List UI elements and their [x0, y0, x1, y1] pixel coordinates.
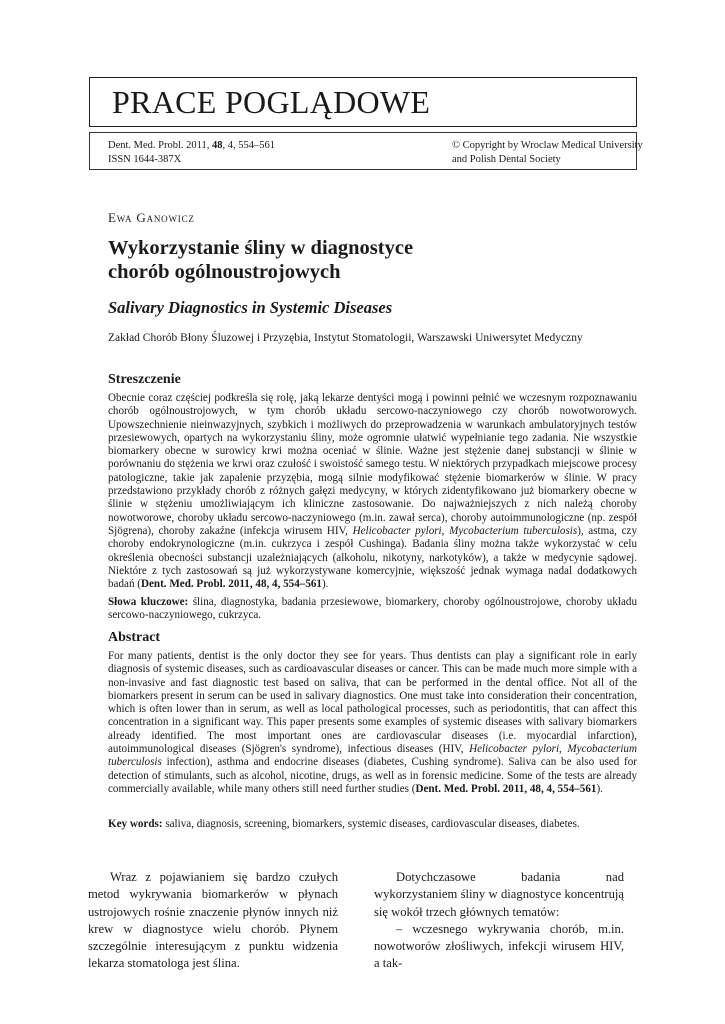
citation-box — [89, 132, 643, 170]
abstract-heading: Abstract — [108, 630, 161, 645]
abstract-italic-1: Helicobacter pylori — [469, 743, 560, 756]
affiliation: Zakład Chorób Błony Śluzowej i Przyzębia, Instytut Stomatologii, Warszawski Uniwersytet Medyczny — [108, 332, 583, 344]
body-paragraph: Wraz z pojawianiem się bardzo czułych metod wykrywania biomarkerów w płynach ustrojowych rośnie znaczenie płynów innych niż krew w diagnostyce wielu chorób. Płynem szczególnie interesującym z punktu widzenia lekarza stomatologa jest ślina. — [88, 870, 338, 971]
streszczenie-citation: Dent. Med. Probl. 2011, 48, 4, 554–561 — [140, 578, 322, 591]
streszczenie-part-3: ), astma, czy choroby endokrynologiczne (m.in. cukrzyca i zespół Cushinga). Badania śliny można także wykorzystać w celu określenia obecności substancji uzależniających (alkoholu, nikotyny, narkotyków), a także w medycynie sądowej. Niektóre z tych zastosowań są już wykorzystywane komercyjnie, większość jednak wymaga nadal dodatkowych badań ( — [108, 524, 638, 591]
author-name: Ewa Ganowicz — [108, 210, 195, 225]
keywords-pl — [108, 596, 637, 623]
title-pl-line-2: chorób ogólnoustrojowych — [108, 261, 341, 283]
title-pl-line-1: Wykorzystanie śliny w diagnostyce — [108, 237, 414, 259]
citation-journal: Dent. Med. Probl. 2011, — [108, 140, 213, 151]
copyright-info — [452, 139, 643, 166]
streszczenie-part-1: Obecnie coraz częściej podkreśla się rolę, jaką lekarze dentyści mogą i powinni pełnić we wczesnym rozpoznawaniu chorób ogólnoustrojowych, w tym chorób układu sercowo-naczyniowego czy chorób nowotworowych. Upowszechnienie nieinwazyjnych, szybkich i możliwych do przeprowadzenia w warunkach ambulatoryjnych testów przesiewowych, opartych na wykorzystaniu śliny, może ogromnie ułatwić wypełnianie tego zadania. Nie wszystkie biomarkery obecne w surowicy krwi można oceniać w ślinie. Ważne jest stężenie danej substancji w ślinie w porównaniu do stężenia we krwi oraz czułość i swoistość samego testu. W niektórych przypadkach miejscowe procesy patologiczne, takie jak zapalenie przyzębia, mogą silnie modyfikować stężenie biomarkerów w ślinie. W pracy przedstawiono przykłady chorób z różnych gałęzi medycyny, w których zidentyfikowano już biomarkery obecne w ślinie w stężeniu umożliwiającym ich kliniczne zastosowanie. Do najważniejszych z nich należą choroby nowotworowe, choroby układu sercowo-naczyniowego (m.in. zawał serca), choroby autoimmunologiczne (np. zespół Sjögrena), choroby zakaźne (infekcja wirusem HIV, — [108, 392, 637, 537]
abstract-part-1: For many patients, dentist is the only doctor they see for years. Thus dentists can play a significant role in early diagnosis of systemic diseases, such as cardioavascular diseases or cancer. This can be made much more simple with a non-invasive and fast diagnostic test based on saliva, that can be performed in the dental office. Not all of the biomarkers present in serum can be used in salivary diagnostics. One must take into consideration their concentration, which is often lower than in serum, as well as local pathological processes, such as periodontitis, that can affect this concentration in a significant way. This paper presents some examples of systemic diseases with salivary biomarkers already identified. The most important ones are cardiovascular diseases (i.e. myocardial infarction), autoimmunological diseases (Sjögren's syndrome), infectious diseases (HIV, — [108, 650, 637, 756]
abstract-italic-2: Mycobacterium tuberculosis — [108, 743, 637, 769]
section-title: PRACE POGLĄDOWE — [112, 84, 431, 120]
streszczenie-text — [108, 392, 637, 591]
streszczenie-end: ). — [321, 578, 329, 591]
journal-section-header — [89, 77, 637, 127]
streszczenie-part-2: , — [441, 524, 450, 537]
streszczenie-italic-2: Mycobacterium tuberculosis — [449, 524, 578, 537]
keywords-en — [108, 818, 637, 831]
copyright-line-2: and Polish Dental Society — [452, 153, 561, 165]
article-title-pl — [108, 236, 608, 284]
streszczenie-italic-1: Helicobacter pylori — [352, 524, 442, 537]
streszczenie-heading: Streszczenie — [108, 372, 181, 387]
article-title-en: Salivary Diagnostics in Systemic Diseases — [108, 298, 393, 317]
copyright-line-1: © Copyright by Wroclaw Medical University — [452, 140, 643, 151]
issn: ISSN 1644-387X — [108, 153, 182, 165]
body-right-column — [374, 869, 624, 973]
citation-pages: , 4, 554–561 — [222, 140, 276, 151]
abstract-citation: Dent. Med. Probl. 2011, 48, 4, 554–561 — [415, 782, 597, 795]
abstract-end: ). — [596, 782, 603, 795]
abstract-part-2: , — [559, 743, 568, 756]
body-left-column — [88, 869, 338, 973]
keywords-pl-text: ślina, diagnostyka, badania przesiewowe, biomarkery, choroby ogólnoustrojowe, choroby układu sercowo-naczyniowego, cukrzyca. — [108, 596, 638, 622]
citation-volume: 48 — [212, 140, 223, 151]
keywords-pl-label: Słowa kluczowe: — [108, 596, 189, 608]
keywords-en-label: Key words: — [108, 818, 163, 830]
citation-info — [108, 139, 275, 166]
keywords-en-text: saliva, diagnosis, screening, biomarkers, systemic diseases, cardiovascular diseases, diabetes. — [162, 818, 580, 830]
abstract-text — [108, 650, 637, 796]
abstract-part-3: infection), asthma and endocrine diseases (diabetes, Cushing syndrome). Saliva can be also used for detection of stimulants, such as alcohol, nicotine, drugs, as well as in forensic medicine. Some of the tests are already commercially available, while many others still need further studies ( — [108, 756, 637, 795]
body-paragraph: – wczesnego wykrywania chorób, m.in. nowotworów złośliwych, infekcji wirusem HIV, a tak- — [374, 921, 624, 971]
body-paragraph: Dotychczasowe badania nad wykorzystaniem śliny w diagnostyce koncentrują się wokół trzech głównych tematów: — [374, 870, 624, 919]
